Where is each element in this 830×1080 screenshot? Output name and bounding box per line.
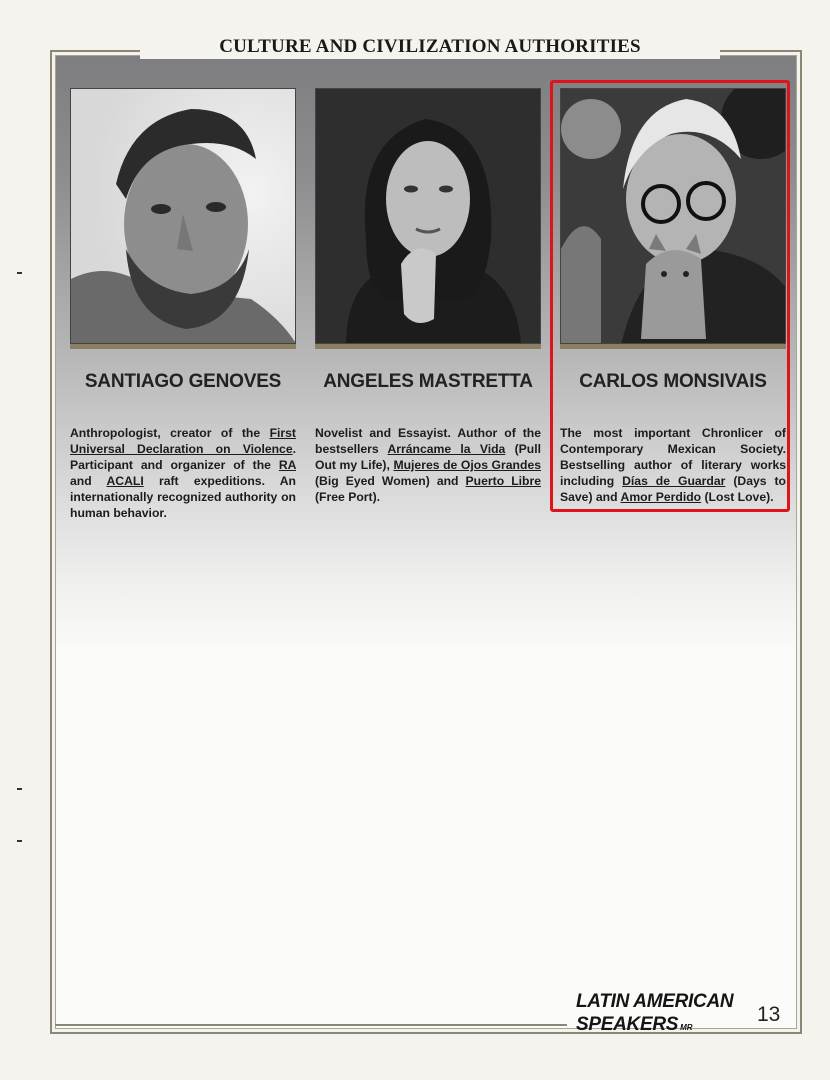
bio-text: (Lost Love).	[701, 490, 774, 504]
bio-title-link: Mujeres de Ojos Grandes	[393, 458, 541, 472]
bio-title-link: ACALI	[106, 474, 144, 488]
bio-text: . Participant and organizer of the	[70, 442, 296, 472]
speaker-photo	[315, 88, 541, 344]
bio-title-link: Amor Perdido	[620, 490, 702, 504]
speaker-bio	[70, 425, 296, 521]
margin-mark	[17, 272, 22, 274]
margin-mark	[17, 840, 22, 842]
bio-text: raft expeditions. An internationally recognized authority on human behavior.	[70, 474, 296, 520]
speaker-bio	[315, 425, 541, 505]
bio-title-link: Arráncame la Vida	[387, 442, 506, 456]
speaker-name: CARLOS MONSIVAIS	[579, 371, 767, 392]
margin-mark	[17, 788, 22, 790]
speaker-name: SANTIAGO GENOVES	[84, 371, 282, 392]
bio-text: (Free Port).	[315, 490, 381, 504]
photo-caption-strip	[315, 344, 541, 349]
bio-text: Novelist and Essayist. Author of the bestsellers	[315, 426, 541, 456]
brand-line-1: LATIN AMERICAN	[576, 991, 734, 1012]
bio-title-link: RA	[278, 458, 296, 472]
speaker-card-genoves	[70, 88, 296, 521]
bio-text: Anthropologist, creator of the	[70, 426, 270, 440]
bio-text: (Big Eyed Women) and	[315, 474, 466, 488]
page-number: 13	[757, 1003, 781, 1026]
brand-line-2: SPEAKERS	[576, 1014, 679, 1035]
bio-text: (Days to Save) and	[560, 474, 786, 504]
photo-caption-strip	[70, 344, 296, 349]
bio-title-link: First Universal Declaration on Violence	[70, 426, 296, 456]
bio-title-link: Puerto Libre	[465, 474, 541, 488]
brand-mark: MR	[680, 1023, 693, 1032]
page-title: CULTURE AND CIVILIZATION AUTHORITIES	[140, 35, 720, 59]
brand-logo	[576, 990, 733, 1039]
speaker-photo	[70, 88, 296, 344]
footer-rule	[55, 1024, 567, 1026]
bio-text: (Pull Out my Life),	[315, 442, 541, 472]
bio-text: The most important Chronlicer of Contemporary Mexican Society. Bestselling author of literary works including	[560, 426, 786, 488]
speaker-name: ANGELES MASTRETTA	[323, 371, 533, 392]
bio-title-link: Días de Guardar	[622, 474, 726, 488]
bio-text: and	[70, 474, 107, 488]
speaker-card-mastretta	[315, 88, 541, 505]
selection-highlight-box	[550, 80, 790, 512]
